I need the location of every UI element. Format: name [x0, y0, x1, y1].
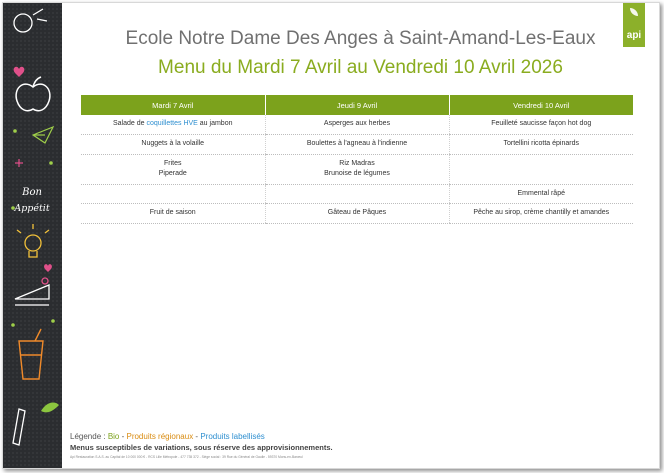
- dish-name: Boulettes à l'agneau à l'indienne: [306, 140, 408, 147]
- dish-name: Salade de: [113, 120, 147, 128]
- apple-icon: [16, 77, 50, 111]
- sidebar-text-line: Appétit: [14, 203, 50, 214]
- dish-name: Frites: [164, 160, 182, 167]
- legend-bio: Bio: [107, 432, 120, 441]
- day-header: Vendredi 10 Avril: [449, 95, 633, 115]
- labelled-product: coquillettes HVE: [146, 120, 198, 128]
- menu-row: [81, 203, 633, 223]
- heart-icon: [44, 264, 52, 272]
- school-name: Ecole Notre Dame Des Anges à Saint-Amand-Les-Eaux: [125, 28, 596, 49]
- sparkle-icon: [11, 319, 55, 327]
- dish-name: Asperges aux herbes: [323, 120, 391, 128]
- menu-cell: [81, 115, 265, 134]
- legend-separator: -: [193, 432, 201, 441]
- menu-document: [2, 2, 660, 469]
- legend: [70, 432, 265, 441]
- menu-cell: [265, 115, 449, 134]
- menu-row: [81, 184, 633, 203]
- sidebar-text-line: Bon: [22, 187, 42, 198]
- menu-cell: [81, 134, 265, 154]
- dish-name: au jambon: [197, 120, 233, 128]
- legend-labelled: Produits labellisés: [200, 432, 265, 441]
- menu-row: [81, 154, 633, 184]
- menu-cell: [449, 115, 633, 134]
- sparkle-icon: [15, 159, 23, 167]
- menu-cell: [265, 134, 449, 154]
- dish-name: Feuilleté saucisse façon hot dog: [491, 120, 592, 128]
- dish-name: Emmental râpé: [517, 189, 565, 197]
- drink-glass-icon: [19, 329, 43, 379]
- dish-name: Gâteau de Pâques: [327, 209, 387, 216]
- chalkboard-sidebar: [3, 3, 62, 468]
- dish-name: Riz Madras: [339, 160, 375, 167]
- menu-title: Menu du Mardi 7 Avril au Vendredi 10 Avril 2026: [158, 57, 563, 78]
- menu-cell: [81, 203, 265, 223]
- bon-appetit-text: [13, 187, 50, 214]
- legend-separator: -: [119, 432, 127, 441]
- dish-name: Piperade: [158, 170, 187, 177]
- menu-cell: [81, 154, 265, 184]
- dish-name: Pêche au sirop, crème chantilly et amandes: [473, 209, 610, 216]
- menu-cell: [449, 184, 633, 203]
- dish-name: Brunoise de légumes: [324, 170, 390, 177]
- availability-notice: Menus susceptibles de variations, sous réserve des approvisionnements.: [70, 443, 333, 452]
- dish-name: Tortellini ricotta épinards: [503, 140, 579, 147]
- logo-text: api: [626, 30, 642, 41]
- menu-cell: [81, 184, 265, 203]
- heart-icon: [14, 67, 25, 77]
- menu-cell: [449, 134, 633, 154]
- menu-cell: [449, 203, 633, 223]
- menu-cell: [265, 154, 449, 184]
- menu-cell: [265, 184, 449, 203]
- menu-row: [81, 115, 633, 134]
- menu-cell: [265, 203, 449, 223]
- cake-icon: [15, 278, 49, 305]
- day-header-row: [81, 95, 633, 115]
- dish-name: Nuggets à la volaille: [141, 140, 205, 147]
- menu-cell: [449, 154, 633, 184]
- menu-row: [81, 134, 633, 154]
- menu-table: [81, 95, 633, 224]
- legend-prefix: Légende :: [70, 432, 108, 441]
- lightbulb-icon: [17, 224, 49, 257]
- leaf-icon: [41, 403, 59, 413]
- day-header: Jeudi 9 Avril: [265, 95, 449, 115]
- dish-name: Fruit de saison: [149, 209, 196, 216]
- legal-fine-print: Api Restauration S.A.S. au Capital de 10 000 000 € - RCS Lille Métropole - 477 735 372 - Siège social : 39 Rue du Général de Gaulle - 59370 Mons-en-Barœul: [70, 455, 303, 459]
- paper-plane-icon: [33, 127, 53, 143]
- vegetables-icon: [14, 9, 47, 32]
- legend-regional: Produits régionaux: [126, 432, 194, 441]
- day-header: Mardi 7 Avril: [81, 95, 265, 115]
- pencil-icon: [13, 409, 25, 445]
- leaf-icon: [630, 8, 638, 16]
